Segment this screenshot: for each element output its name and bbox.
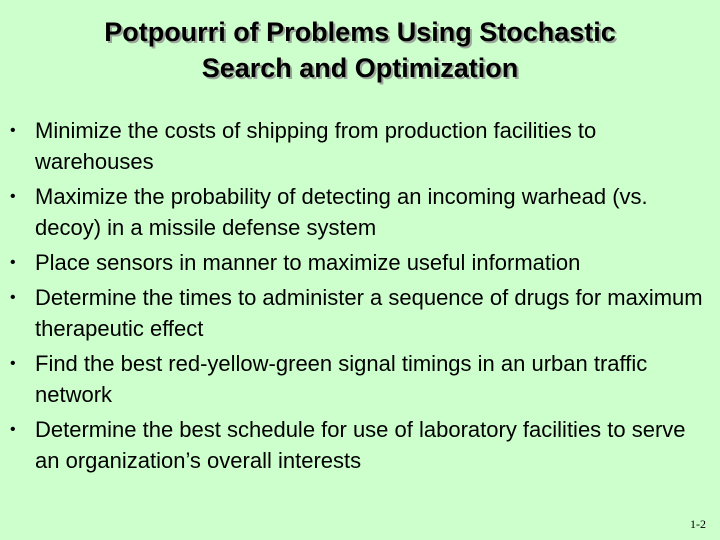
bullet-item (0, 181, 720, 243)
bullet-text: Minimize the costs of shipping from production facilities to warehouses (35, 118, 597, 174)
slide-title (0, 14, 720, 86)
bullet-text: Find the best red-yellow-green signal timings in an urban traffic network (35, 351, 648, 407)
bullet-icon: • (10, 122, 16, 139)
slide-title-line-2: Search and Optimization (201, 53, 519, 83)
bullet-icon: • (10, 421, 16, 438)
bullet-item (0, 282, 720, 344)
slide-title-line-1: Potpourri of Problems Using Stochastic (104, 17, 616, 47)
bullet-icon: • (10, 254, 16, 271)
page-number: 1-2 (690, 517, 706, 531)
bullet-item (0, 348, 720, 410)
bullet-item (0, 247, 720, 278)
bullet-list (0, 115, 720, 480)
bullet-item (0, 115, 720, 177)
bullet-icon: • (10, 188, 16, 205)
bullet-text: Place sensors in manner to maximize useful information (35, 250, 581, 275)
bullet-text: Determine the times to administer a sequence of drugs for maximum therapeutic effect (35, 285, 703, 341)
bullet-text: Determine the best schedule for use of laboratory facilities to serve an organization’s overall interests (35, 417, 686, 473)
bullet-icon: • (10, 355, 16, 372)
bullet-item (0, 414, 720, 476)
bullet-text: Maximize the probability of detecting an incoming warhead (vs. decoy) in a missile defense system (35, 184, 648, 240)
bullet-icon: • (10, 289, 16, 306)
